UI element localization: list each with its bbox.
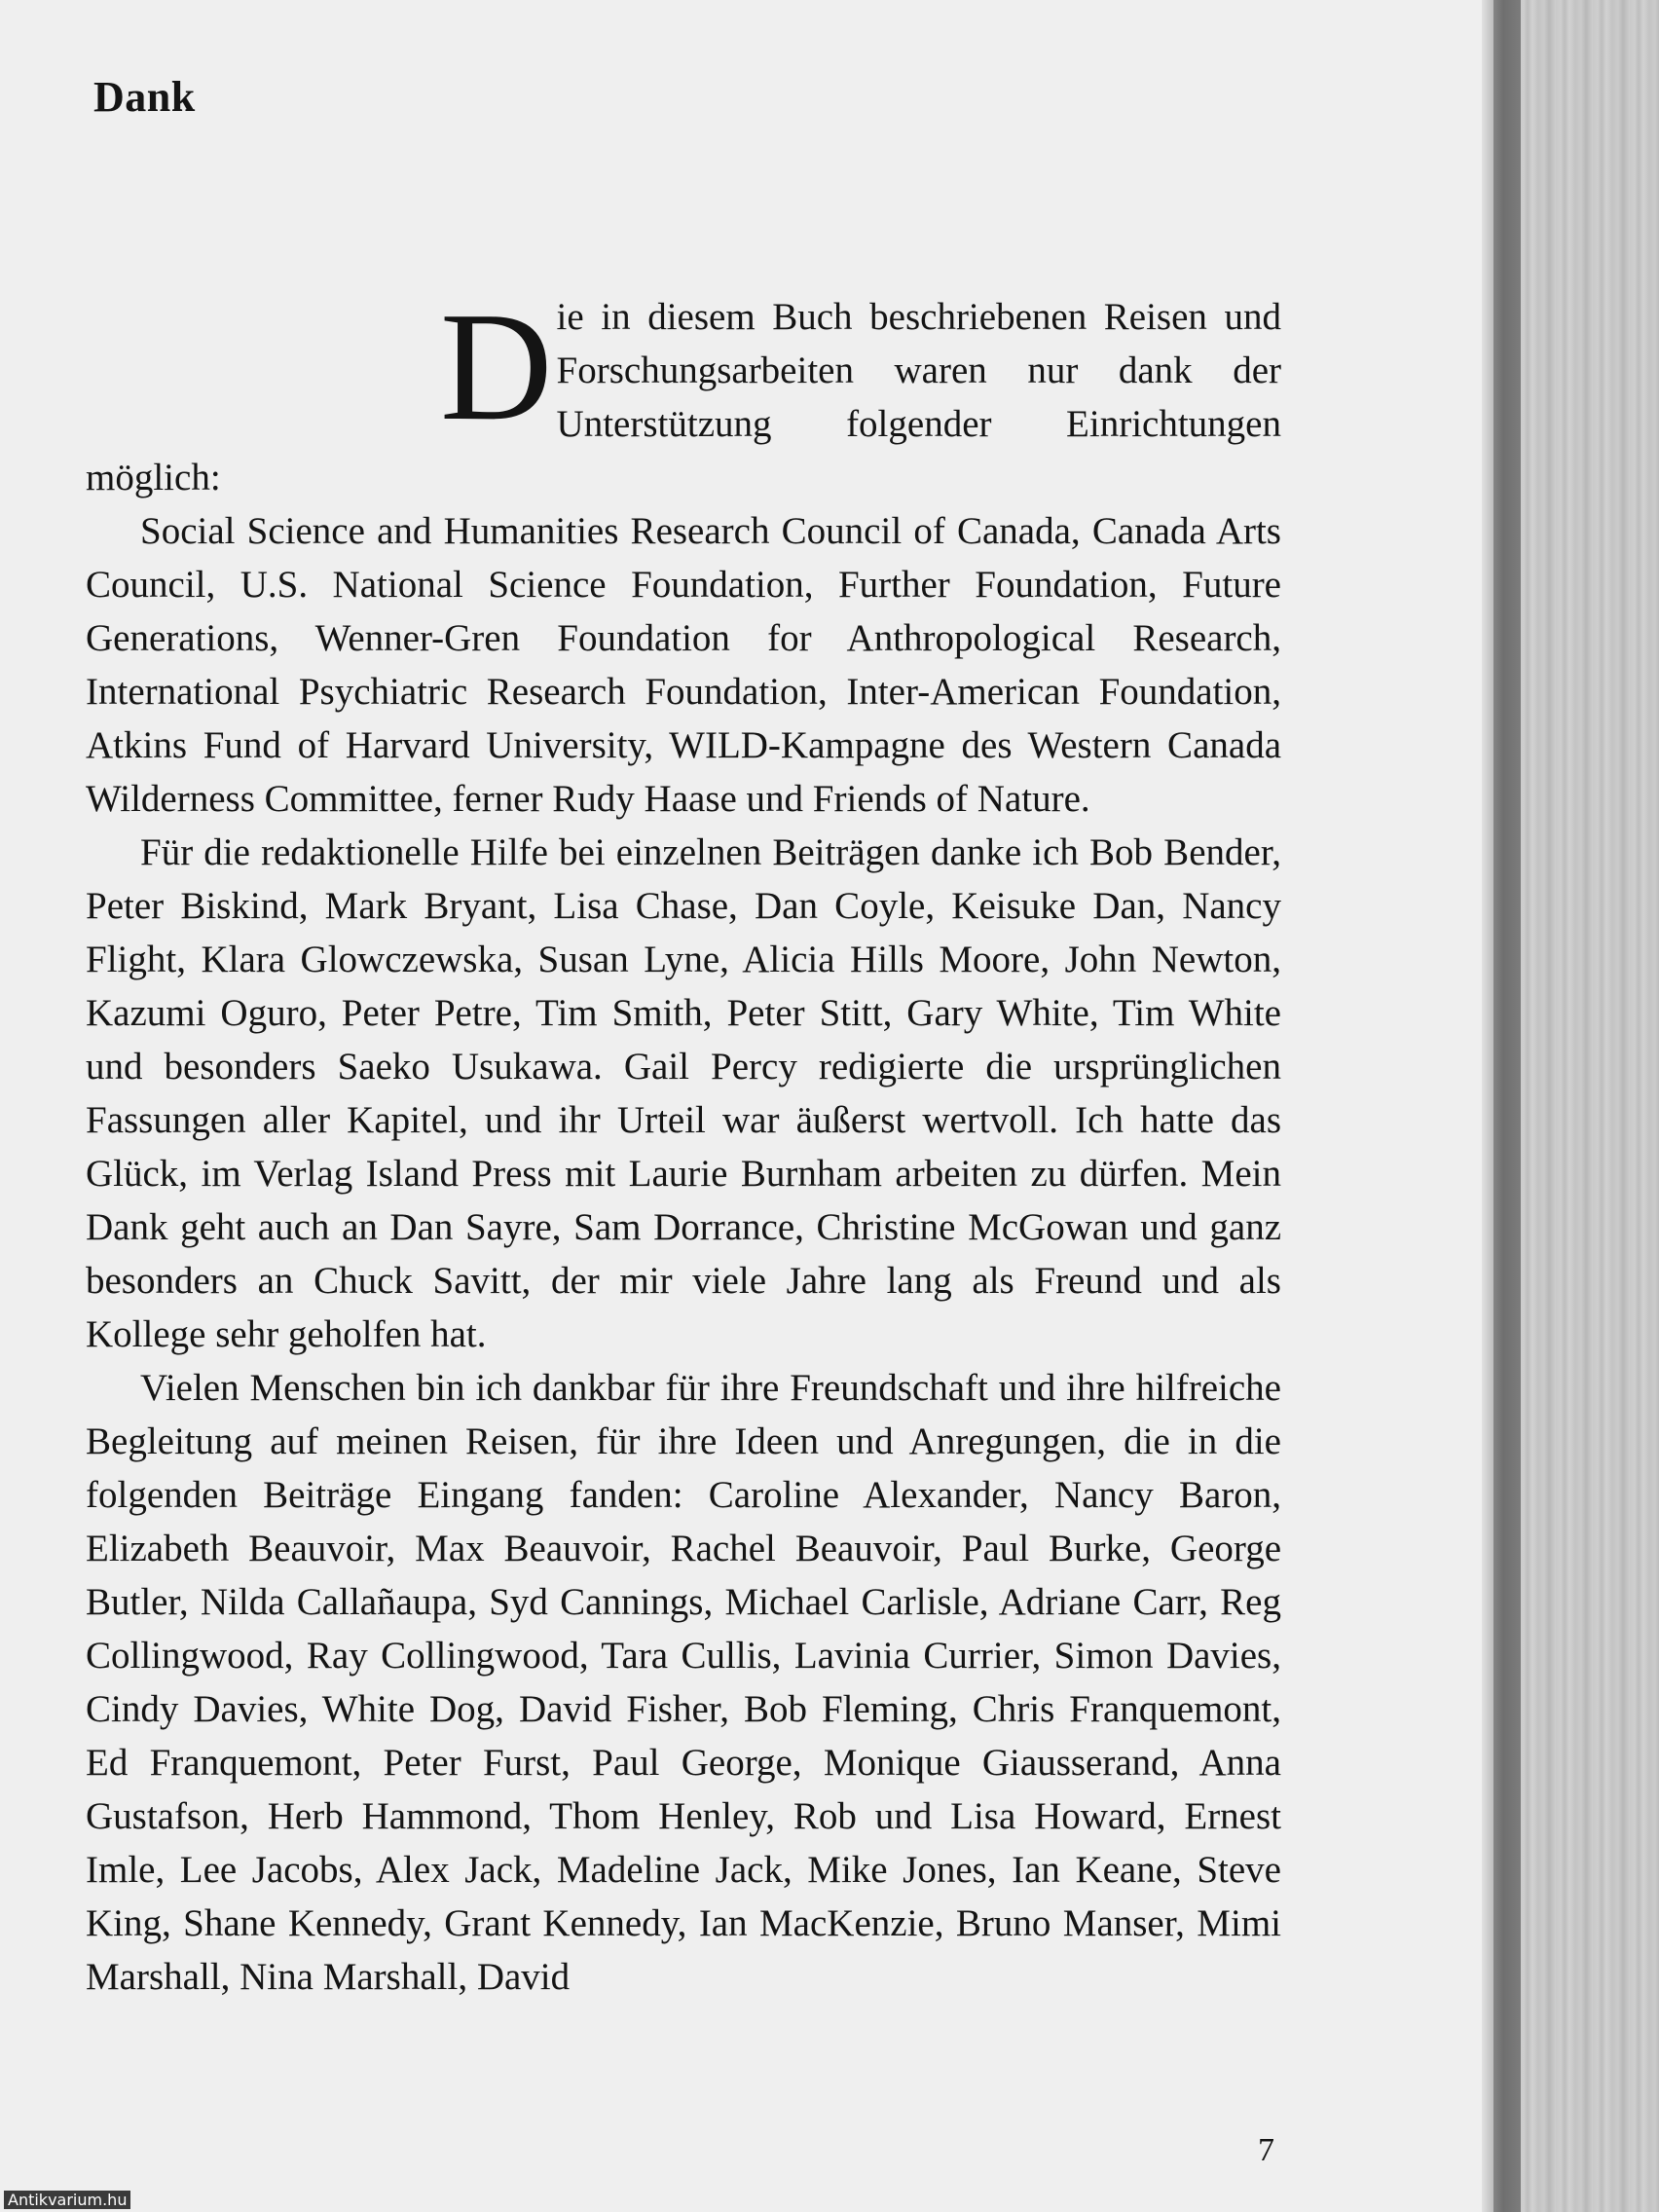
paragraph-4: Vielen Menschen bin ich dankbar für ihre Freundschaft und ihre hilfreiche Begleitung auf meinen Reisen, für ihre Ideen und Anregungen, die in die folgenden Beiträge Eingang fanden: Caroline Alexander, Nancy Baron, Elizabeth Beauvoir, Max Beauvoir, Rachel Beauvoir, Paul Burke, George Butler, Nilda Callañaupa, Syd Cannings, Michael Carlisle, Adriane Carr, Reg Collingwood, Ray Collingwood, Tara Cullis, Lavinia Currier, Simon Davies, Cindy Davies, White Dog, David Fisher, Bob Fleming, Chris Franquemont, Ed Franquemont, Peter Furst, Paul George, Monique Giausserand, Anna Gustafson, Herb Hammond, Thom Henley, Rob und Lisa Howard, Ernest Imle, Lee Jacobs, Alex Jack, Madeline Jack, Mike Jones, Ian Keane, Steve King, Shane Kennedy, Grant Kennedy, Ian MacKenzie, Bruno Manser, Mimi Marshall, Nina Marshall, David [86,1367,1281,1998]
drop-cap: D [440,279,553,453]
page-number: 7 [1258,2132,1274,2168]
paragraph-3: Für die redaktionelle Hilfe bei einzelnen Beiträgen danke ich Bob Bender, Peter Biskind, Mark Bryant, Lisa Chase, Dan Coyle, Keisuke Dan, Nancy Flight, Klara Glowczewska, Susan Lyne, Alicia Hills Moore, John Newton, Kazumi Oguro, Peter Petre, Tim Smith, Peter Stitt, Gary White, Tim White und besonders Saeko Usukawa. Gail Percy redigierte die ursprünglichen Fassungen aller Kapitel, und ihr Urteil war äußerst wertvoll. Ich hatte das Glück, im Verlag Island Press mit Laurie Burnham arbeiten zu dürfen. Mein Dank geht auch an Dan Sayre, Sam Dorrance, Christine McGowan und ganz besonders an Chuck Savitt, der mir viele Jahre lang als Freund und als Kollege sehr geholfen hat. [86,831,1281,1355]
paragraph-1-text: ie in diesem Buch beschriebenen Reisen und Forschungsarbeiten waren nur dank der Unterstützung folgender Einrichtungen möglich: [86,296,1281,498]
wood-background [1519,0,1659,2212]
watermark: Antikvarium.hu [4,2191,130,2209]
acknowledgement-text [86,279,1281,2004]
paragraph-2: Social Science and Humanities Research Council of Canada, Canada Arts Council, U.S. National Science Foundation, Further Foundation, Future Generations, Wenner-Gren Foundation for Anthropological Research, International Psychiatric Research Foundation, Inter-American Foundation, Atkins Fund of Harvard University, WILD-Kampagne des Western Canada Wilderness Committee, ferner Rudy Haase und Friends of Nature. [86,510,1281,820]
paragraph-1 [86,279,1281,504]
book-cover-edge [1492,0,1521,2212]
page-edge [1480,0,1493,2212]
page-title: Dank [93,73,196,121]
